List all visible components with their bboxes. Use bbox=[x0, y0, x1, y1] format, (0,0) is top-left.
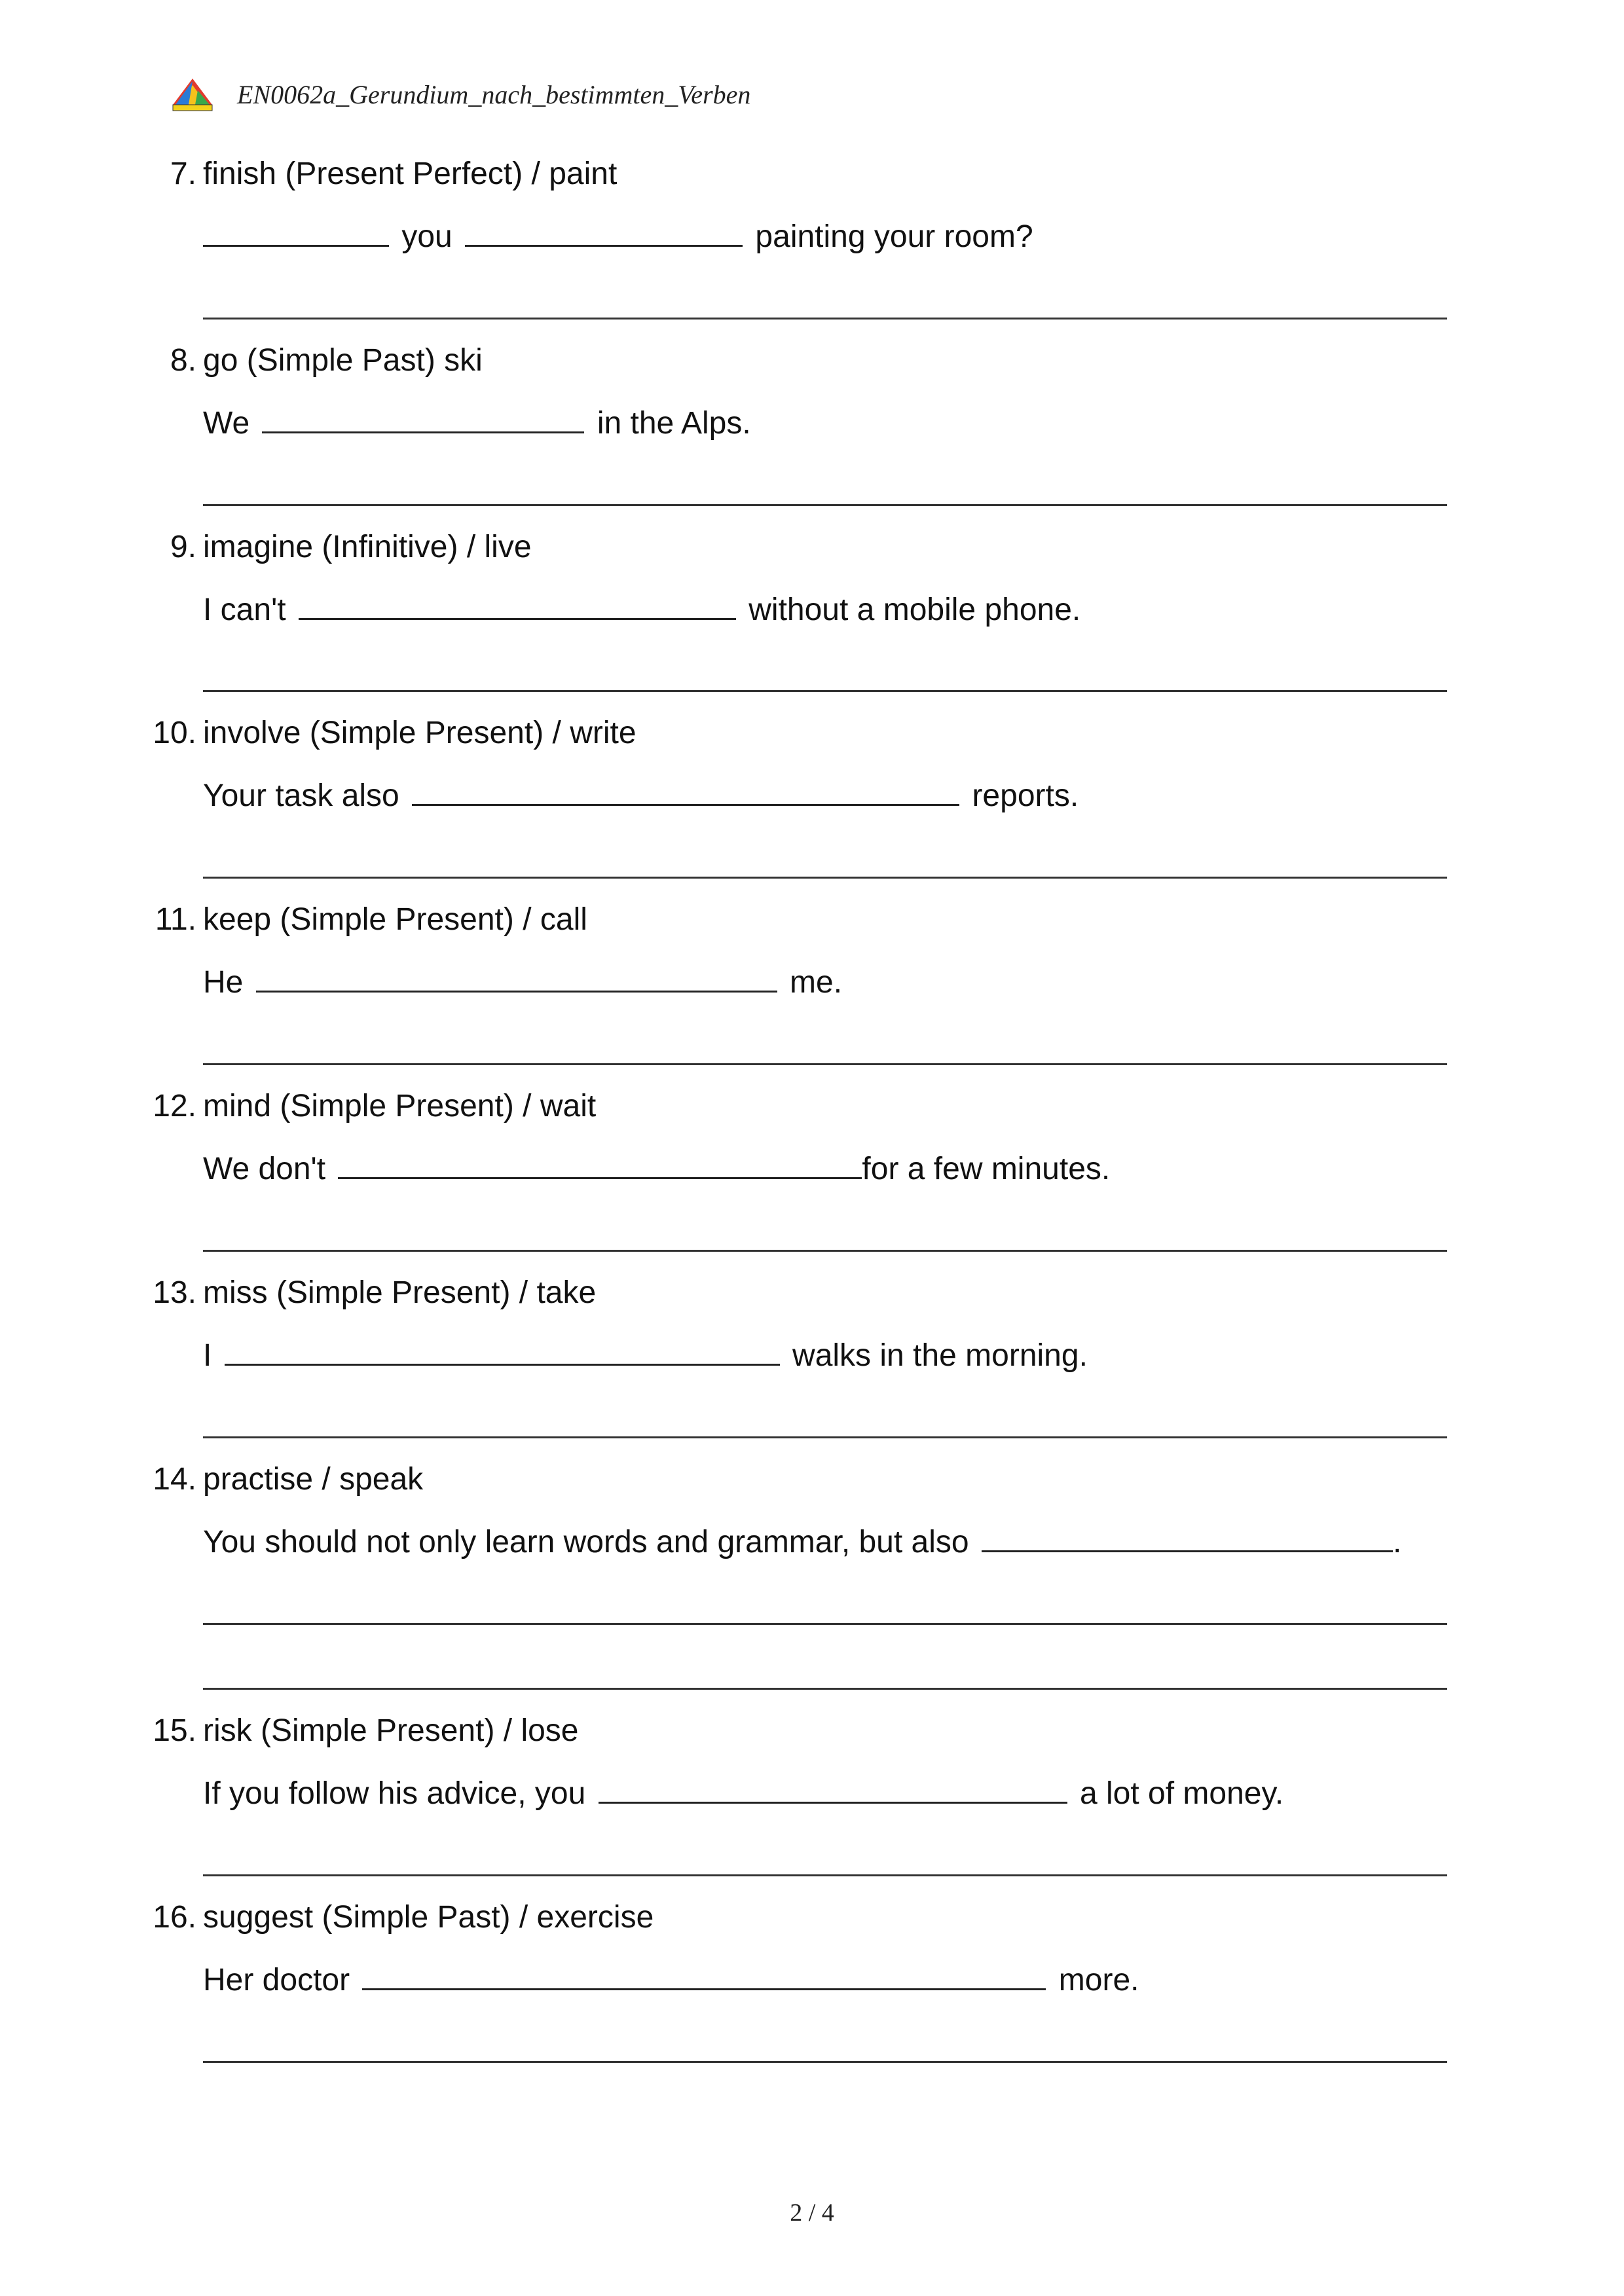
answer-line[interactable] bbox=[203, 1436, 1447, 1438]
exercise-number: 7. bbox=[170, 156, 196, 191]
fill-blank[interactable] bbox=[256, 960, 777, 993]
exercise-number: 12. bbox=[153, 1089, 196, 1123]
fill-blank[interactable] bbox=[362, 1958, 1046, 1990]
sentence-text: I can't bbox=[203, 592, 286, 627]
answer-line[interactable] bbox=[203, 2061, 1447, 2063]
sentence-text: He bbox=[203, 965, 244, 1000]
exercise-number: 13. bbox=[153, 1275, 196, 1310]
sentence-text: Your task also bbox=[203, 778, 399, 813]
exercise-number: 11. bbox=[155, 902, 196, 937]
exercise-prompt: involve (Simple Present) / write bbox=[203, 716, 637, 750]
sentence-text: you bbox=[401, 219, 452, 254]
sentence-text: I bbox=[203, 1338, 212, 1373]
sentence-text: Her doctor bbox=[203, 1963, 350, 1997]
exercise-number: 9. bbox=[170, 530, 196, 564]
answer-line[interactable] bbox=[203, 690, 1447, 692]
exercise-sentence bbox=[203, 215, 1033, 257]
exercise-sentence bbox=[203, 1958, 1139, 2000]
sentence-text: reports. bbox=[972, 778, 1079, 813]
sentence-text: me. bbox=[790, 965, 843, 1000]
fill-blank[interactable] bbox=[203, 215, 389, 247]
sentence-text: If you follow his advice, you bbox=[203, 1776, 586, 1811]
answer-line[interactable] bbox=[203, 1623, 1447, 1625]
sentence-text: . bbox=[1392, 1525, 1402, 1559]
exercise-number: 10. bbox=[153, 716, 196, 750]
answer-line[interactable] bbox=[203, 318, 1447, 319]
document-name: EN0062a_Gerundium_nach_bestimmten_Verben bbox=[237, 79, 751, 109]
fill-blank[interactable] bbox=[465, 215, 743, 247]
exercise-prompt: finish (Present Perfect) / paint bbox=[203, 156, 618, 191]
sentence-text: You should not only learn words and grammar, but also bbox=[203, 1525, 969, 1559]
page-number: 2 / 4 bbox=[790, 2199, 834, 2227]
exercise-sentence bbox=[203, 588, 1080, 630]
exercise-sentence bbox=[203, 960, 842, 1002]
answer-line[interactable] bbox=[203, 1250, 1447, 1252]
exercise-number: 15. bbox=[153, 1713, 196, 1748]
fill-blank[interactable] bbox=[338, 1147, 862, 1179]
sentence-text: a lot of money. bbox=[1079, 1776, 1284, 1811]
sentence-text: more. bbox=[1058, 1963, 1139, 1997]
fill-blank[interactable] bbox=[982, 1520, 1393, 1552]
fill-blank[interactable] bbox=[412, 774, 959, 806]
exercise-prompt: miss (Simple Present) / take bbox=[203, 1275, 597, 1310]
answer-line[interactable] bbox=[203, 504, 1447, 506]
sentence-text: walks in the morning. bbox=[792, 1338, 1088, 1373]
sentence-text: for a few minutes. bbox=[862, 1152, 1111, 1186]
exercise-prompt: imagine (Infinitive) / live bbox=[203, 530, 532, 564]
exercise-prompt: practise / speak bbox=[203, 1462, 424, 1497]
exercise-number: 8. bbox=[170, 343, 196, 378]
exercise-prompt: mind (Simple Present) / wait bbox=[203, 1089, 597, 1123]
page-header bbox=[169, 73, 750, 115]
exercise-sentence bbox=[203, 774, 1079, 816]
answer-line[interactable] bbox=[203, 1874, 1447, 1876]
fill-blank[interactable] bbox=[262, 401, 584, 433]
exercise-prompt: risk (Simple Present) / lose bbox=[203, 1713, 579, 1748]
exercise-sentence bbox=[203, 1334, 1088, 1376]
fill-blank[interactable] bbox=[599, 1772, 1067, 1804]
sentence-text: We bbox=[203, 406, 250, 441]
sentence-text: We don't bbox=[203, 1152, 326, 1186]
exercise-sentence bbox=[203, 1772, 1283, 1813]
fill-blank[interactable] bbox=[225, 1334, 780, 1366]
sentence-text: painting your room? bbox=[755, 219, 1033, 254]
answer-line[interactable] bbox=[203, 1063, 1447, 1065]
exercise-sentence bbox=[203, 1520, 1401, 1562]
exercise-sentence bbox=[203, 1147, 1110, 1189]
lernwolf-logo-icon bbox=[169, 76, 216, 113]
exercise-prompt: go (Simple Past) ski bbox=[203, 343, 483, 378]
exercise-sentence bbox=[203, 401, 751, 443]
exercise-prompt: suggest (Simple Past) / exercise bbox=[203, 1900, 654, 1935]
sentence-text: in the Alps. bbox=[597, 406, 751, 441]
exercise-prompt: keep (Simple Present) / call bbox=[203, 902, 587, 937]
answer-line[interactable] bbox=[203, 1688, 1447, 1690]
answer-line[interactable] bbox=[203, 877, 1447, 879]
exercise-number: 16. bbox=[153, 1900, 196, 1935]
sentence-text: without a mobile phone. bbox=[748, 592, 1081, 627]
exercise-number: 14. bbox=[153, 1462, 196, 1497]
fill-blank[interactable] bbox=[299, 588, 736, 620]
